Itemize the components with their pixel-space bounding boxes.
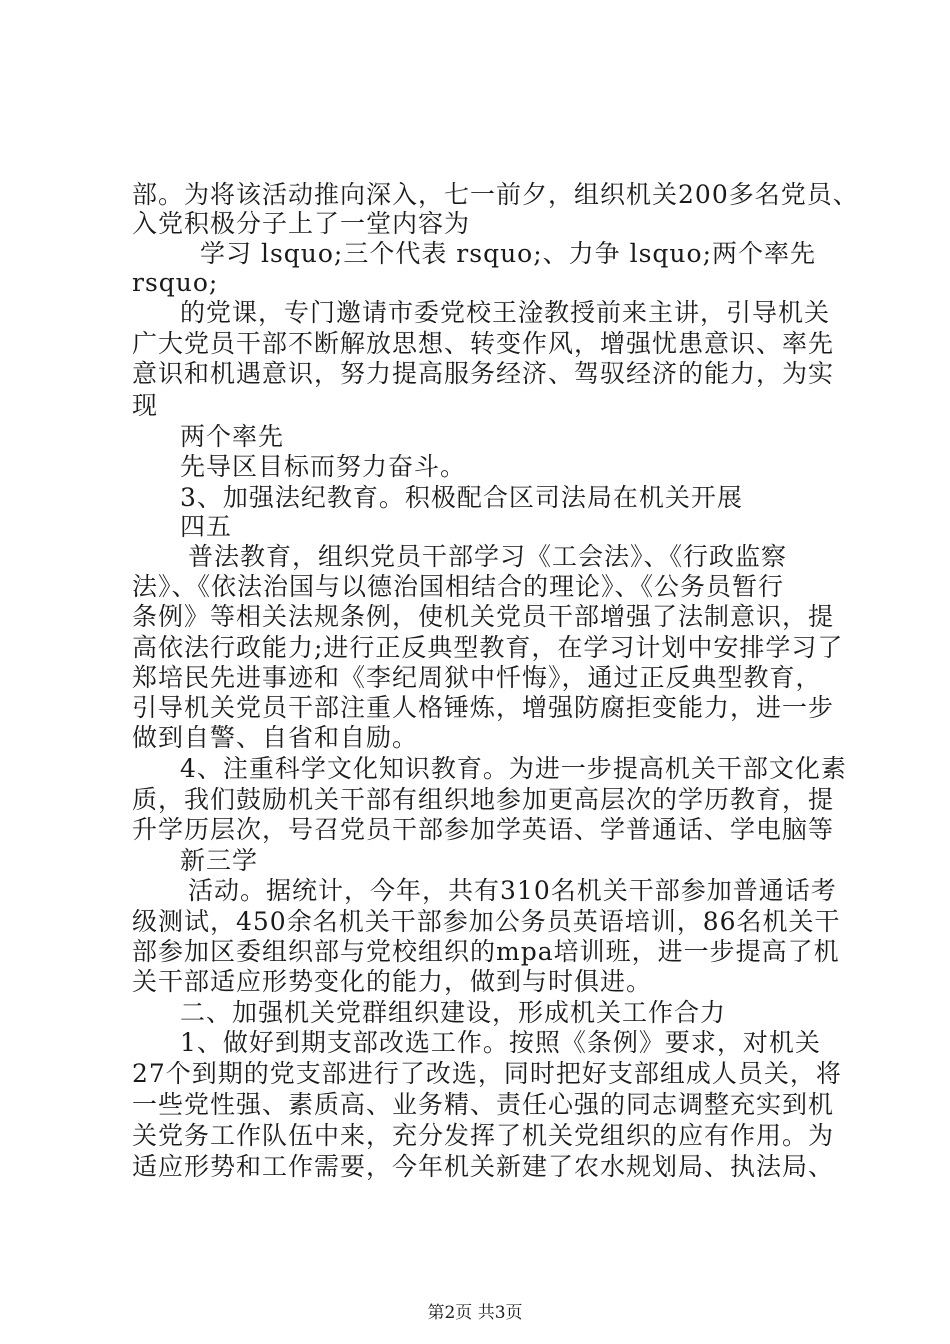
text-line: 入党积极分子上了一堂内容为 xyxy=(132,209,471,238)
page-number-footer: 第2页 共3页 xyxy=(427,1303,523,1323)
text-line: 法》、《依法治国与以德治国相结合的理论》、《公务员暂行 xyxy=(132,572,785,601)
text-line: 关党务工作队伍中来，充分发挥了机关党组织的应有作用。为 xyxy=(132,1121,835,1150)
text-line: 一些党性强、素质高、业务精、责任心强的同志调整充实到机 xyxy=(132,1090,835,1119)
text-line: 学习 lsquo;三个代表 rsquo;、力争 lsquo;两个率先 xyxy=(200,239,817,268)
text-line: 级测试，450余名机关干部参加公务员英语培训，86名机关干 xyxy=(132,907,841,936)
text-line: 郑培民先进事迹和《李纪周狱中忏悔》，通过正反典型教育， xyxy=(132,663,822,692)
text-line: 现 xyxy=(132,391,159,420)
text-line: 普法教育，组织党员干部学习《工会法》、《行政监察 xyxy=(188,542,788,571)
text-line: 部参加区委组织部与党校组织的mpa培训班，进一步提高了机 xyxy=(132,937,840,966)
text-line: 质，我们鼓励机关干部有组织地参加更高层次的学历教育，提 xyxy=(132,785,835,814)
text-line: 新三学 xyxy=(180,846,259,875)
text-line: 引导机关党员干部注重人格锤炼，增强防腐拒变能力，进一步 xyxy=(132,693,835,722)
text-line: 部。为将该活动推向深入，七一前夕，组织机关200多名党员、 xyxy=(132,180,859,209)
text-line: 的党课，专门邀请市委党校王淦教授前来主讲，引导机关 xyxy=(180,298,831,327)
text-line: 升学历层次，号召党员干部参加学英语、学普通话、学电脑等 xyxy=(132,815,835,844)
text-line: 活动。据统计，今年，共有310名机关干部参加普通话考 xyxy=(188,876,837,905)
text-line: 适应形势和工作需要，今年机关新建了农水规划局、执法局、 xyxy=(132,1152,835,1181)
text-line: rsquo; xyxy=(132,268,219,297)
text-line: 两个率先 xyxy=(180,422,285,451)
text-line: 3、加强法纪教育。积极配合区司法局在机关开展 xyxy=(180,483,743,512)
text-line: 广大党员干部不断解放思想、转变作风，增强忧患意识、率先 xyxy=(132,329,835,358)
text-line: 意识和机遇意识，努力提高服务经济、驾驭经济的能力，为实 xyxy=(132,359,835,388)
section-heading: 二、加强机关党群组织建设，形成机关工作合力 xyxy=(180,998,727,1027)
text-line: 四五 xyxy=(180,512,233,541)
text-line: 4、注重科学文化知识教育。为进一步提高机关干部文化素 xyxy=(180,754,847,783)
text-line: 1、做好到期支部改选工作。按照《条例》要求，对机关 xyxy=(180,1028,821,1057)
text-line: 条例》等相关法规条例，使机关党员干部增强了法制意识，提 xyxy=(132,602,835,631)
text-line: 高依法行政能力;进行正反典型教育，在学习计划中安排学习了 xyxy=(132,633,844,662)
text-line: 先导区目标而努力奋斗。 xyxy=(180,452,467,481)
text-line: 做到自警、自省和自励。 xyxy=(132,723,419,752)
text-line: 27个到期的党支部进行了改选，同时把好支部组成人员关，将 xyxy=(132,1059,842,1088)
text-line: 关干部适应形势变化的能力，做到与时俱进。 xyxy=(132,967,653,996)
